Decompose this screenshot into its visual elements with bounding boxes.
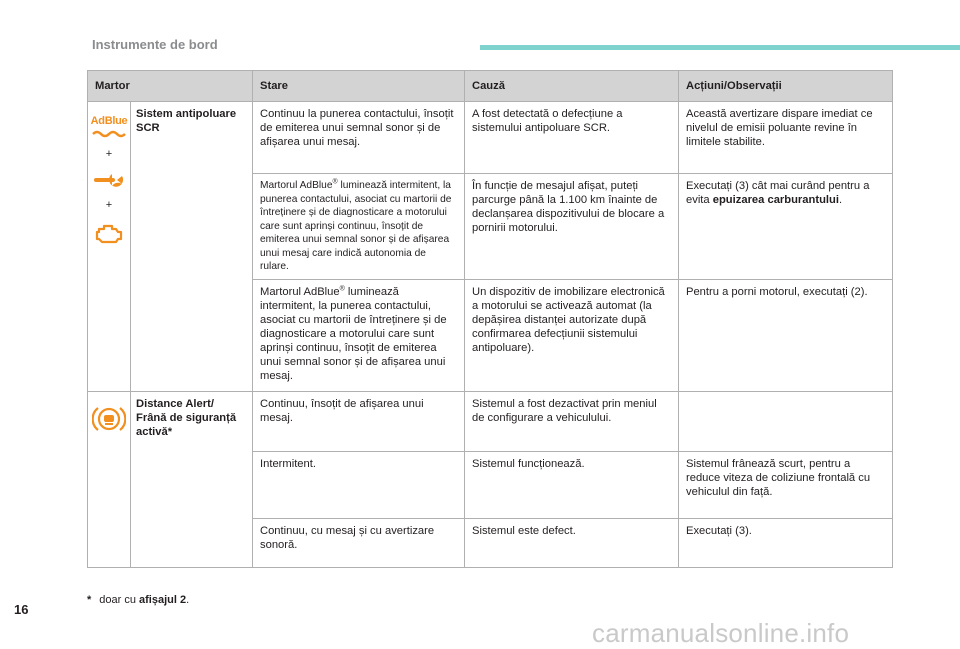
da-stare-3: Continuu, cu mesaj și cu avertizare sonoră.	[253, 518, 465, 567]
scr-actiuni-1: Această avertizare dispare imediat ce nivelul de emisii poluante revine în limitele stabilite.	[679, 102, 893, 174]
distance-alert-name: Distance Alert/ Frână de siguranță activă*	[131, 391, 253, 567]
scr-stare-2: Martorul AdBlue® luminează intermitent, la punerea contactului, asociat cu martorii de întreținere și de diagnosticare a motorului care sunt aprinși continuu, însoțit de emiterea unui semnal sonor și de afișarea unui mesaj care indică autonomia de rulare.	[253, 174, 465, 280]
da-stare-1: Continuu, însoțit de afișarea unui mesaj.	[253, 391, 465, 451]
scr-system-name: Sistem antipoluare SCR	[131, 102, 253, 392]
scr-cauza-3: Un dispozitiv de imobilizare electronică a motorului se activează automat (la depășirea distanței autorizate după confirmarea defecțiunii sistemului antipoluare).	[465, 279, 679, 391]
da-actiuni-1	[679, 391, 893, 451]
da-cauza-3: Sistemul este defect.	[465, 518, 679, 567]
da-actiuni-3: Executați (3).	[679, 518, 893, 567]
adblue-wave	[92, 130, 126, 138]
page-header-title: Instrumente de bord	[92, 37, 218, 52]
da-actiuni-2: Sistemul frânează scurt, pentru a reduce viteza de coliziune frontală cu vehiculul din față.	[679, 451, 893, 518]
da-cauza-1: Sistemul a fost dezactivat prin meniul de configurare a vehiculului.	[465, 391, 679, 451]
da-stare-2: Intermitent.	[253, 451, 465, 518]
distance-alert-icon-cell	[88, 391, 131, 567]
table-header-row	[88, 71, 893, 102]
da-cauza-2: Sistemul funcționează.	[465, 451, 679, 518]
header-accent-bar	[480, 45, 960, 50]
scr-cauza-1: A fost detectată o defecțiune a sistemului antipoluare SCR.	[465, 102, 679, 174]
engine-icon	[88, 222, 130, 248]
column-header-martor: Martor	[88, 71, 253, 102]
scr-actiuni-3: Pentru a porni motorul, executați (2).	[679, 279, 893, 391]
plus-sign: +	[105, 148, 113, 160]
column-header-cauza: Cauză	[465, 71, 679, 102]
plus-sign: +	[105, 199, 113, 211]
scr-actiuni-2: Executați (3) cât mai curând pentru a evita epuizarea carburantului.	[679, 174, 893, 280]
scr-cauza-2: În funcție de mesajul afișat, puteți parcurge până la 1.100 km înainte de declanșarea dispozitivului de blocare a pornirii motorului.	[465, 174, 679, 280]
scr-stare-3: Martorul AdBlue® luminează intermitent, la punerea contactului, asociat cu martorii de întreținere și de diagnosticare a motorului care sunt aprinși continuu, însoțit de emiterea unui semnal sonor și de afișarea unui mesaj.	[253, 279, 465, 391]
wrench-icon	[88, 171, 130, 193]
adblue-icon: AdBlue	[88, 114, 130, 142]
scr-stare-1: Continuu la punerea contactului, însoțit de emiterea unui semnal sonor și de afișarea unui mesaj.	[253, 102, 465, 174]
table-row	[88, 102, 893, 174]
column-header-actiuni: Acțiuni/Observații	[679, 71, 893, 102]
scr-icons-cell	[88, 102, 131, 392]
table-row	[88, 391, 893, 451]
footnote: * doar cu afișajul 2.	[87, 594, 190, 606]
warning-lights-table	[87, 70, 893, 568]
column-header-stare: Stare	[253, 71, 465, 102]
page-number: 16	[14, 602, 29, 617]
watermark: carmanualsonline.info	[592, 618, 850, 648]
collision-warning-icon	[88, 404, 130, 438]
